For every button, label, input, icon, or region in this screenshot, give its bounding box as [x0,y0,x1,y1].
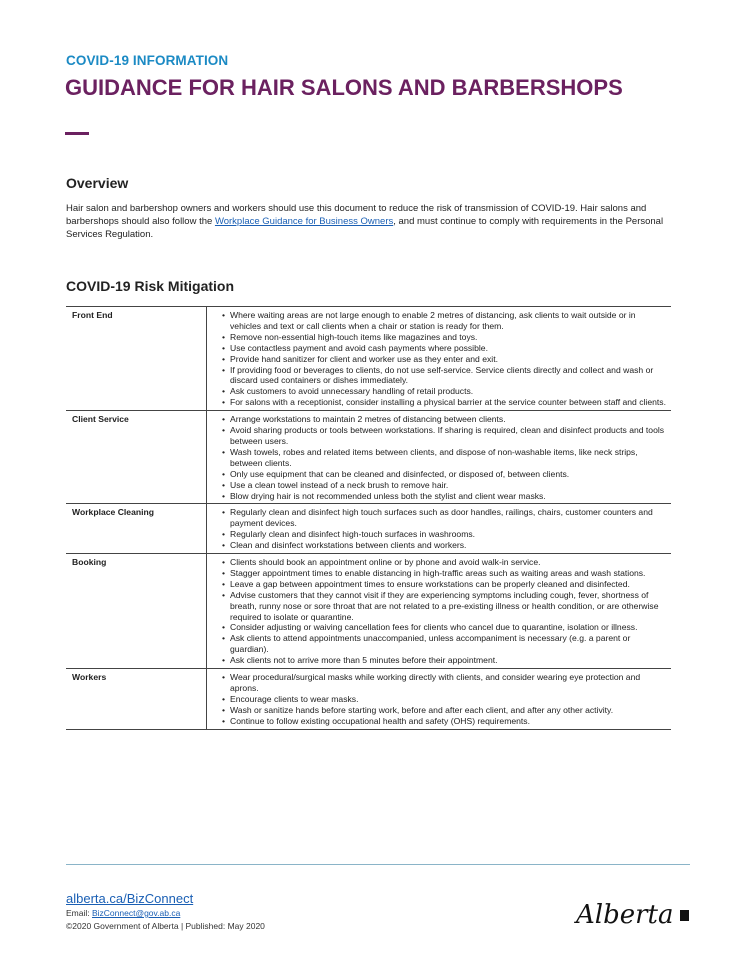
list-item: • Regularly clean and disinfect high-touch surfaces in washrooms. [223,529,667,540]
list-item: • Stagger appointment times to enable distancing in high-traffic areas such as waiting areas and wash stations. [223,568,667,579]
footer-email-line [66,908,180,918]
copyright-text: ©2020 Government of Alberta | Published: May 2020 [66,921,265,931]
measures-cell [207,554,672,669]
category-cell: Booking [66,554,207,669]
list-item: • Wash or sanitize hands before starting work, before and after each client, and after any other activity. [223,705,667,716]
table-row [66,554,671,669]
list-item: • Provide hand sanitizer for client and worker use as they enter and exit. [223,354,667,365]
list-item: • Wash towels, robes and related items between clients, and dispose of non-washable items, like neck strips, between clients. [223,447,667,469]
measures-list [211,310,667,408]
category-cell: Workplace Cleaning [66,504,207,554]
overview-text-before: Hair salon and barbershop owners and workers should use this document to reduce the risk of transmission of COVID-19. Hair salons and barbershops should also follow the [66,203,647,227]
list-item: • Regularly clean and disinfect high touch surfaces such as door handles, railings, chairs, customer counters and payment devices. [223,507,667,529]
email-label: Email: [66,908,92,918]
measures-list [211,557,667,666]
measures-list [211,414,667,501]
kicker-label: COVID-19 INFORMATION [66,53,229,68]
list-item: • Where waiting areas are not large enough to enable 2 metres of distancing, ask clients to wait outside or in vehicles and text or call clients when a chair or station is ready for them. [223,310,667,332]
list-item: • Leave a gap between appointment times to ensure workstations can be properly cleaned and disinfected. [223,579,667,590]
page-title: GUIDANCE FOR HAIR SALONS AND BARBERSHOPS [65,75,623,100]
list-item: • Wear procedural/surgical masks while working directly with clients, and consider wearing eye protection and aprons. [223,672,667,694]
list-item: • Remove non-essential high-touch items like magazines and toys. [223,332,667,343]
email-link[interactable]: BizConnect@gov.ab.ca [91,908,181,918]
table-row [66,307,671,411]
overview-paragraph [66,202,686,241]
list-item: • Consider adjusting or waiving cancellation fees for clients who cancel due to quarantine, isolation or illness. [223,622,667,633]
measures-cell [207,411,672,504]
list-item: • Clients should book an appointment online or by phone and avoid walk-in service. [223,557,667,568]
category-cell: Front End [66,307,207,411]
measures-list [211,672,667,727]
risk-mitigation-table [66,306,671,730]
measures-cell [207,669,672,730]
list-item: • Use a clean towel instead of a neck brush to remove hair. [223,480,667,491]
list-item: • Blow drying hair is not recommended unless both the stylist and client wear masks. [223,491,667,502]
list-item: • Arrange workstations to maintain 2 metres of distancing between clients. [223,414,667,425]
measures-cell [207,504,672,554]
workplace-guidance-link[interactable]: Workplace Guidance for Business Owners [214,216,394,227]
alberta-logo [574,897,694,933]
overview-heading: Overview [66,175,129,191]
alberta-logo-wordmark: Alberta [576,900,674,930]
table-row [66,669,671,730]
list-item: • Ask clients to attend appointments unaccompanied, unless accompaniment is necessary (e.g. a parent or guardian). [223,633,667,655]
logo-mark [680,910,689,921]
bizconnect-link[interactable]: alberta.ca/BizConnect [66,891,194,906]
list-item: • Advise customers that they cannot visit if they are experiencing symptoms including cough, fever, shortness of breath, runny nose or sore throat that are not related to a pre-existing illness or health condition, or are otherwise required to isolate or quarantine. [223,590,667,623]
list-item: • Ask clients not to arrive more than 5 minutes before their appointment. [223,655,667,666]
list-item: • Use contactless payment and avoid cash payments where possible. [223,343,667,354]
list-item: • Continue to follow existing occupational health and safety (OHS) requirements. [223,716,667,727]
list-item: • Clean and disinfect workstations between clients and workers. [223,540,667,551]
measures-cell [207,307,672,411]
title-underline [65,132,89,135]
table-row [66,411,671,504]
list-item: • Only use equipment that can be cleaned and disinfected, or disposed of, between clients. [223,469,667,480]
risk-mitigation-heading: COVID-19 Risk Mitigation [66,278,235,294]
risk-table-body [66,307,671,730]
category-cell: Workers [66,669,207,730]
table-row [66,504,671,554]
list-item: • Ask customers to avoid unnecessary handling of retail products. [223,386,667,397]
overview-text-after: , and must continue to comply with requirements in the Personal Services Regulation. [66,216,664,240]
list-item: • For salons with a receptionist, consider installing a physical barrier at the service counter between staff and clients. [223,397,667,408]
list-item: • Avoid sharing products or tools between workstations. If sharing is required, clean and disinfect products and tools between users. [223,425,667,447]
category-cell: Client Service [66,411,207,504]
list-item: • Encourage clients to wear masks. [223,694,667,705]
measures-list [211,507,667,551]
footer-divider [66,864,690,865]
list-item: • If providing food or beverages to clients, do not use self-service. Service clients directly and collect and wash or discard used containers or dishes immediately. [223,365,667,387]
